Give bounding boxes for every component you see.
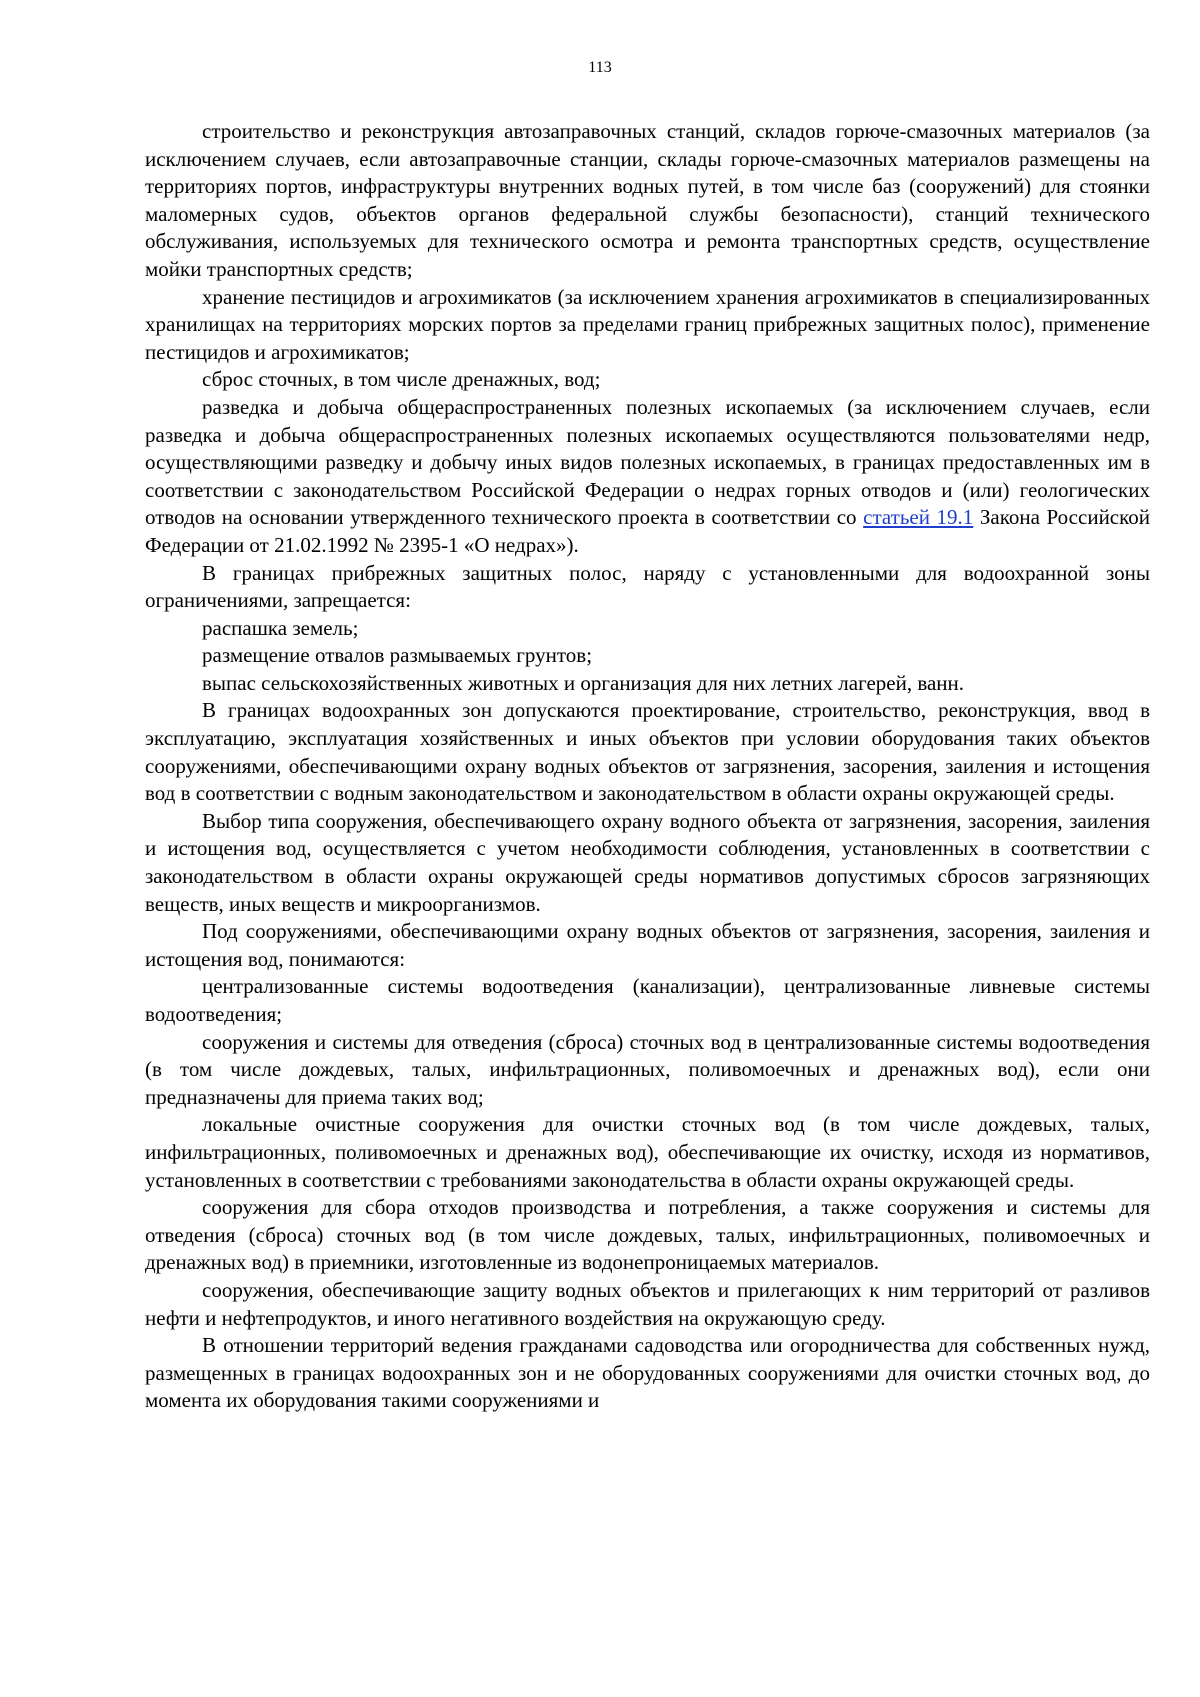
paragraph-text-before-link: разведка и добыча общераспространенных полезных ископаемых (за исключением случаев, если разведка и добыча общераспространенных полезных ископаемых осуществляются пользователями недр, осуществляющими разведку и добычу иных видов полезных ископаемых, в границах предоставленных им в соответствии с законодательством Российской Федерации о недрах горных отводов и (или) геологических отводов на основании утвержденного технического проекта в соответствии со	[145, 394, 1150, 530]
paragraph-mineral-exploration	[145, 394, 1150, 560]
paragraph-oil-spill-protection: сооружения, обеспечивающие защиту водных объектов и прилегающих к ним территорий от разливов нефти и нефтепродуктов, и иного негативного воздействия на окружающую среду.	[145, 1277, 1150, 1330]
paragraph-gas-stations: строительство и реконструкция автозаправочных станций, складов горюче-смазочных материалов (за исключением случаев, если автозаправочные станции, склады горюче-смазочных материалов размещены на территориях портов, инфраструктуры внутренних водных путей, в том числе баз (сооружений) для стоянки маломерных судов, объектов органов федеральной службы безопасности), станций технического обслуживания, используемых для технического осмотра и ремонта транспортных средств, осуществление мойки транспортных средств;	[145, 119, 1150, 281]
paragraph-grazing: выпас сельскохозяйственных животных и организация для них летних лагерей, ванн.	[202, 670, 965, 695]
page-number: 113	[588, 59, 612, 76]
paragraph-pesticides: хранение пестицидов и агрохимикатов (за исключением хранения агрохимикатов в специализированных хранилищах на территориях морских портов за пределами границ прибрежных защитных полос), применение пестицидов и агрохимикатов;	[145, 284, 1150, 364]
paragraph-coastal-strips-intro: В границах прибрежных защитных полос, наряду с установленными для водоохранной зоны ограничениями, запрещается:	[145, 560, 1150, 613]
document-body	[145, 118, 1150, 1415]
paragraph-plowing: распашка земель;	[202, 615, 359, 640]
paragraph-wastewater-discharge: сброс сточных, в том числе дренажных, вод;	[202, 367, 601, 392]
paragraph-text-after-link: Закона Российской Федерации от 21.02.1992 № 2395-1 «О недрах»).	[145, 505, 1151, 557]
paragraph-centralized-systems: централизованные системы водоотведения (канализации), централизованные ливневые системы водоотведения;	[145, 974, 1150, 1026]
paragraph-local-treatment: локальные очистные сооружения для очистки сточных вод (в том числе дождевых, талых, инфильтрационных, поливомоечных и дренажных вод), обеспечивающие их очистку, исходя из нормативов, установленных в соответствии с требованиями законодательства в области охраны окружающей среды.	[145, 1112, 1150, 1192]
paragraph-soil-dumps: размещение отвалов размываемых грунтов;	[202, 643, 593, 668]
paragraph-facilities-definition: Под сооружениями, обеспечивающими охрану водных объектов от загрязнения, засорения, заиления и истощения вод, понимаются:	[145, 919, 1150, 971]
paragraph-permitted-activities: В границах водоохранных зон допускаются проектирование, строительство, реконструкция, ввод в эксплуатацию, эксплуатация хозяйственных и иных объектов при условии оборудования таких объектов сооружениями, обеспечивающими охрану водных объектов от загрязнения, засорения, заиления и истощения вод в соответствии с водным законодательством и законодательством в области охраны окружающей среды.	[145, 698, 1150, 806]
article-19-1-link[interactable]: статьей 19.1	[863, 505, 974, 530]
paragraph-drainage-systems: сооружения и системы для отведения (сброса) сточных вод в централизованные системы водоотведения (в том числе дождевых, талых, инфильтрационных, поливомоечных и дренажных вод), если они предназначены для приема таких вод;	[145, 1029, 1150, 1109]
paragraph-waste-collection: сооружения для сбора отходов производства и потребления, а также сооружения и системы для отведения (сброса) сточных вод (в том числе дождевых, талых, инфильтрационных, поливомоечных и дренажных вод) в приемники, изготовленные из водонепроницаемых материалов.	[145, 1195, 1150, 1275]
paragraph-facility-choice: Выбор типа сооружения, обеспечивающего охрану водного объекта от загрязнения, засорения, заиления и истощения вод, осуществляется с учетом необходимости соблюдения, установленных в соответствии с законодательством в области охраны окружающей среды нормативов допустимых сбросов загрязняющих веществ, иных веществ и микроорганизмов.	[145, 808, 1150, 916]
paragraph-gardening-territories: В отношении территорий ведения гражданами садоводства или огородничества для собственных нужд, размещенных в границах водоохранных зон и не оборудованных сооружениями для очистки сточных вод, до момента их оборудования такими сооружениями и	[145, 1333, 1150, 1413]
